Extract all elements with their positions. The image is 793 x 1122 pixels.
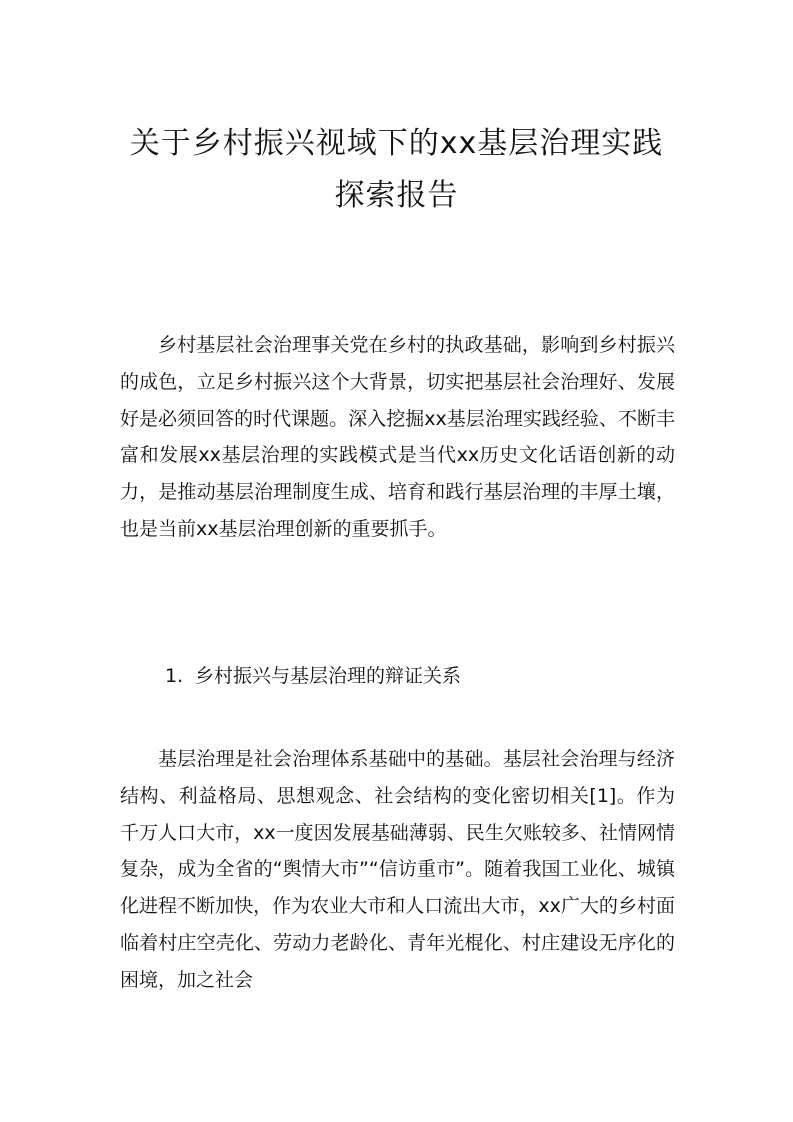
section-heading-text: 乡村振兴与基层治理的辩证关系 bbox=[195, 665, 462, 687]
document-title: 关于乡村振兴视域下的xx基层治理实践探索报告 bbox=[129, 126, 664, 213]
section-number: 1. bbox=[165, 665, 184, 687]
section-heading bbox=[165, 658, 675, 694]
section-paragraph: 基层治理是社会治理体系基础中的基础。基层社会治理与经济结构、利益格局、思想观念、社会结构的变化密切相关[1]。作为千万人口大市，xx一度因发展基础薄弱、民生欠账较多、社情网情复杂，成为全省的“舆情大市”“信访重市”。随着我国工业化、城镇化进程不断加快，作为农业大市和人口流出大市，xx广大的乡村面临着村庄空壳化、劳动力老龄化、青年光棍化、村庄建设无序化的困境，加之社会 bbox=[120, 748, 675, 991]
intro-paragraph: 乡村基层社会治理事关党在乡村的执政基础，影响到乡村振兴的成色，立足乡村振兴这个大背景，切实把基层社会治理好、发展好是必须回答的时代课题。深入挖掘xx基层治理实践经验、不断丰富和发展xx基层治理的实践模式是当代xx历史文化话语创新的动力，是推动基层治理制度生成、培育和践行基层治理的丰厚土壤，也是当前xx基层治理创新的重要抓手。 bbox=[120, 334, 675, 540]
